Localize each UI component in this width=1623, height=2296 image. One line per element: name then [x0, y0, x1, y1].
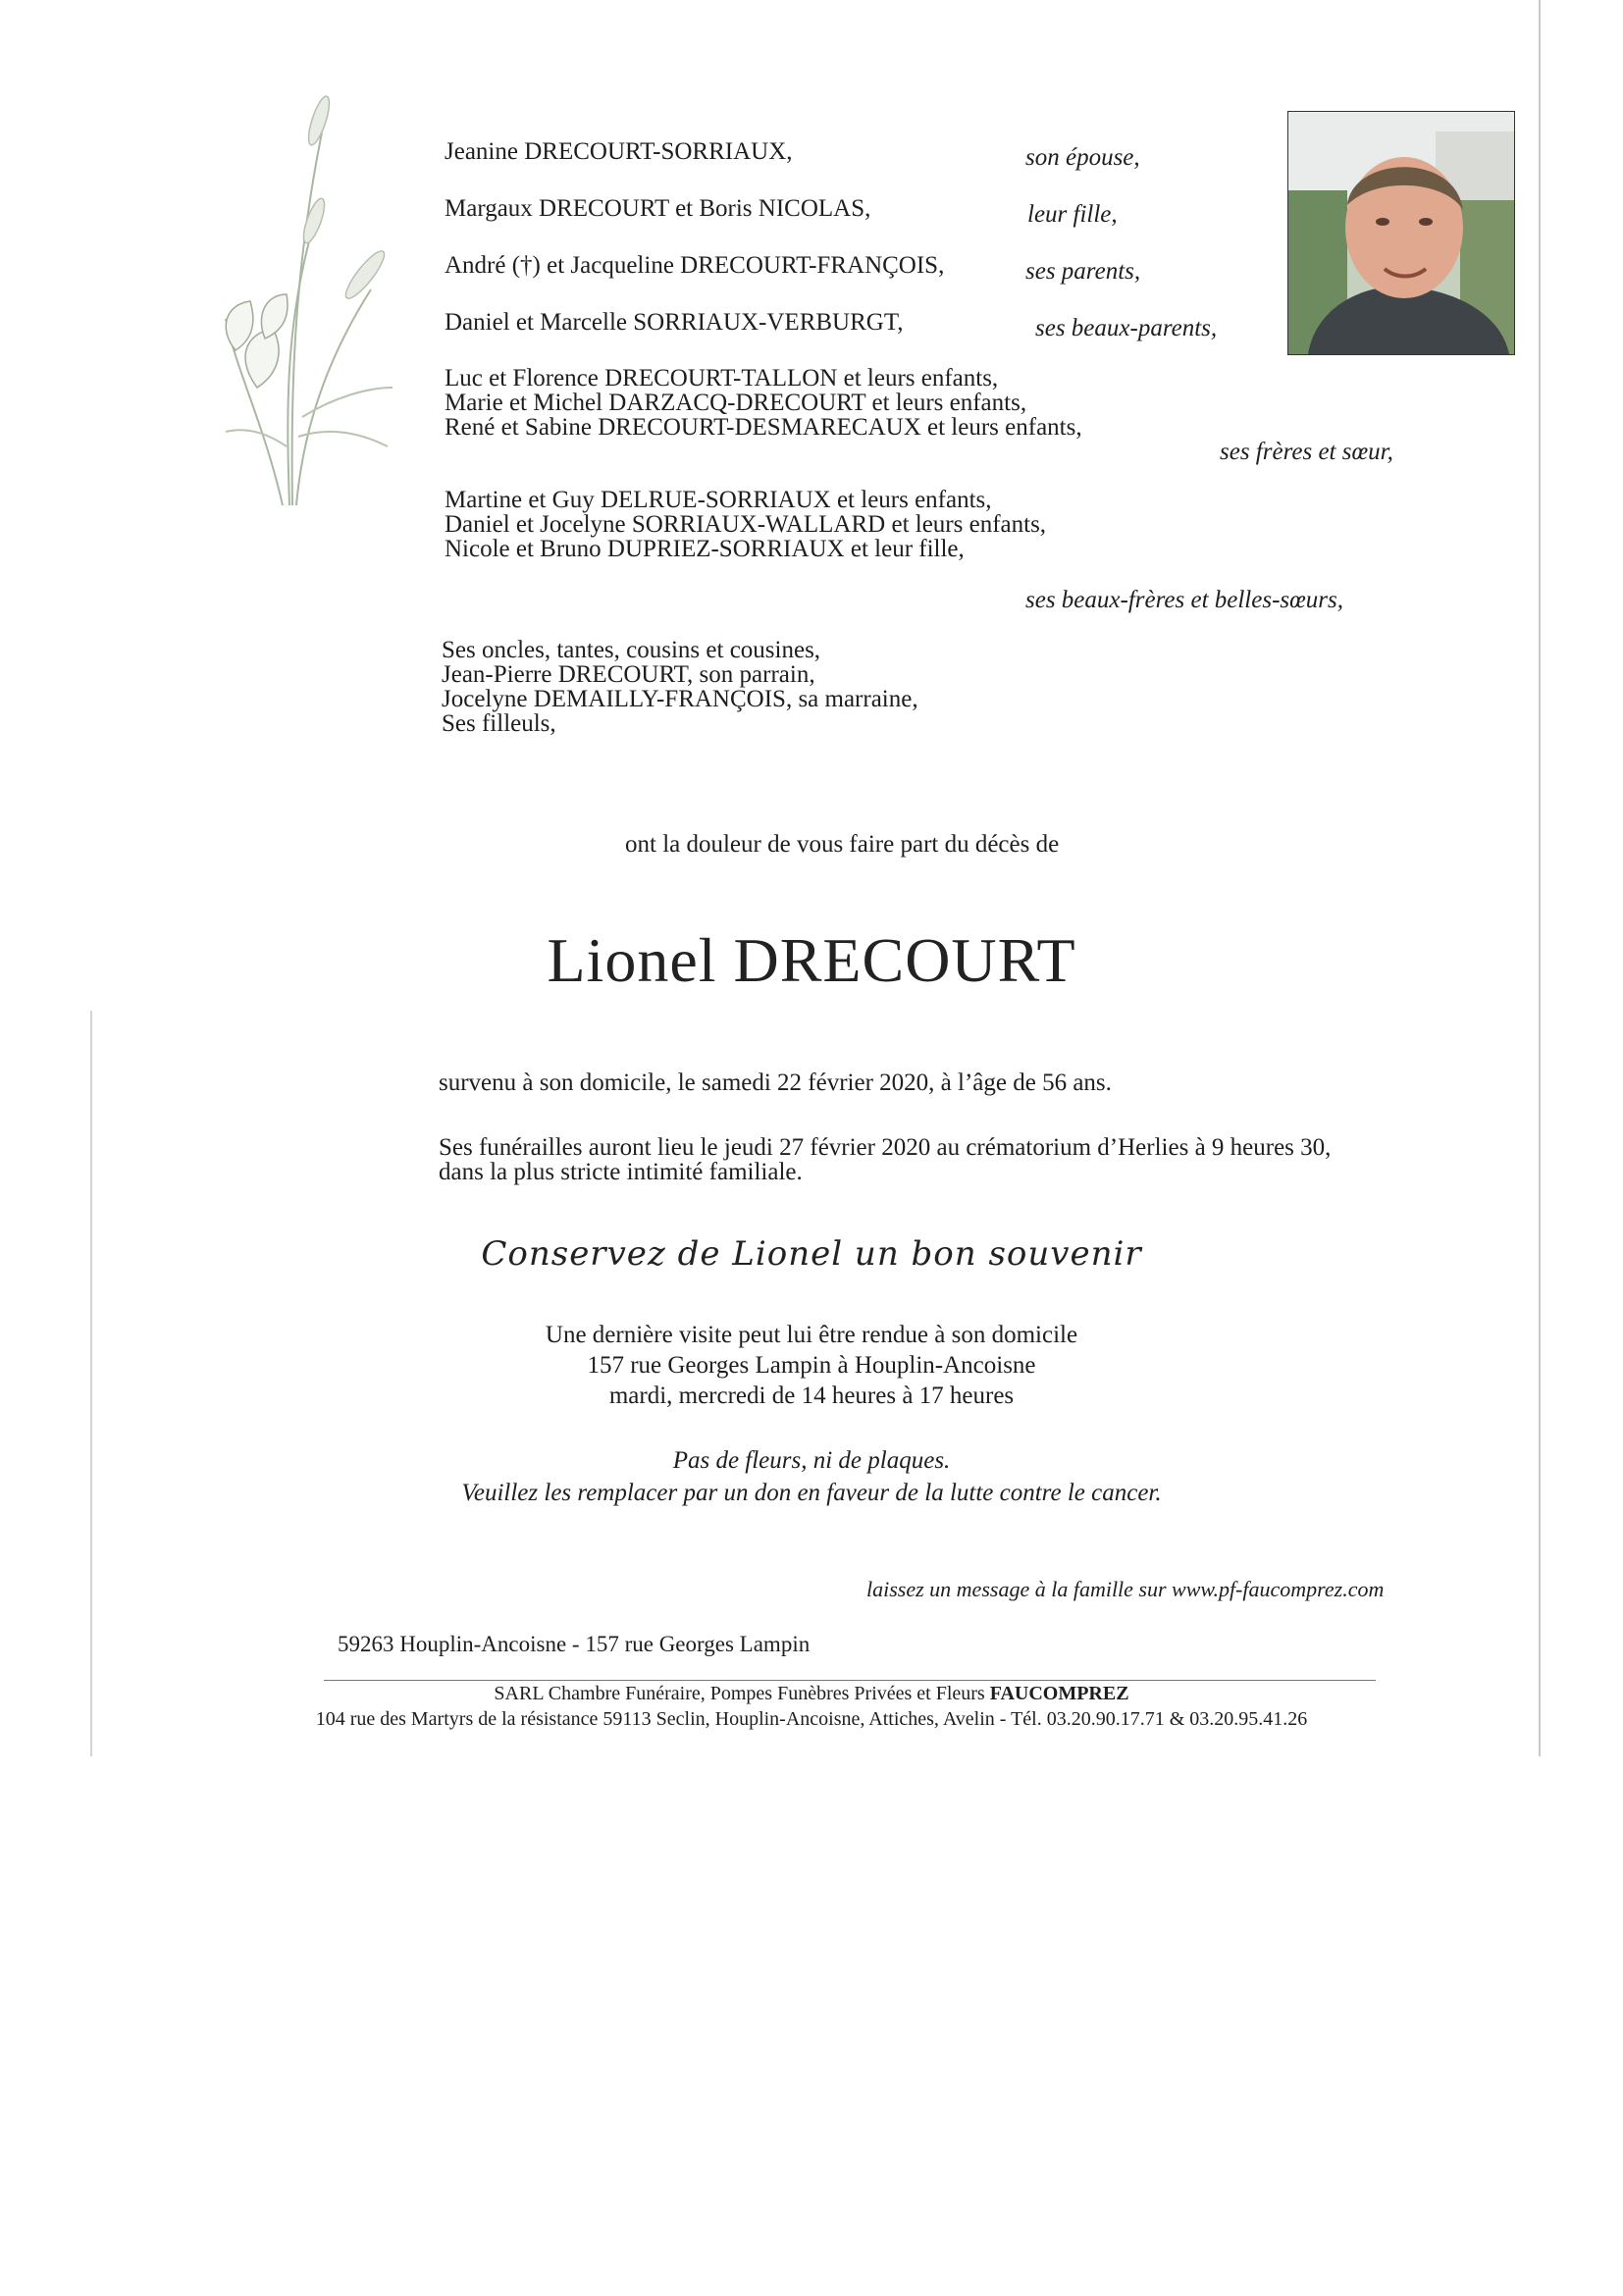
family-name-3: André (†) et Jacqueline DRECOURT-FRANÇOIS, [445, 252, 945, 279]
deceased-name: Lionel DRECOURT [547, 925, 1076, 995]
siblings-line: René et Sabine DRECOURT-DESMARECAUX et leurs enfants, [445, 414, 1082, 441]
in-laws-line: Daniel et Jocelyne SORRIAUX-WALLARD et leurs enfants, [445, 511, 1047, 538]
footer-company-prefix: SARL Chambre Funéraire, Pompes Funèbres Privées et Fleurs [494, 1683, 985, 1704]
wheat-lily-ornament-icon [196, 93, 402, 515]
family-name-1: Jeanine DRECOURT-SORRIAUX, [445, 138, 793, 165]
siblings-line: Marie et Michel DARZACQ-DRECOURT et leurs enfants, [445, 390, 1027, 416]
death-info: survenu à son domicile, le samedi 22 février 2020, à l’âge de 56 ans. [439, 1070, 1112, 1096]
others-line: Jocelyne DEMAILLY-FRANÇOIS, sa marraine, [442, 686, 918, 712]
address-line: 59263 Houplin-Ancoisne - 157 rue Georges Lampin [338, 1632, 811, 1656]
visit-line: Une dernière visite peut lui être rendue à son domicile [545, 1322, 1078, 1348]
flowers-note [0, 1444, 1623, 1509]
visit-line: mardi, mercredi de 14 heures à 17 heures [608, 1383, 1015, 1409]
visit-info [0, 1320, 1623, 1411]
in-laws-relation: ses beaux-frères et belles-sœurs, [1025, 587, 1344, 613]
others-line: Ses oncles, tantes, cousins et cousines, [442, 637, 821, 663]
flowers-line: Veuillez les remplacer par un don en faveur de la lutte contre le cancer. [461, 1480, 1162, 1506]
family-relation-1: son épouse, [1025, 144, 1140, 171]
funeral-line: Ses funérailles auront lieu le jeudi 27 février 2020 au crématorium d’Herlies à 9 heures 30, [439, 1134, 1332, 1161]
message-note: laissez un message à la famille sur www.pf-faucomprez.com [866, 1577, 1385, 1601]
footer-contact: 104 rue des Martyrs de la résistance 59113 Seclin, Houplin-Ancoisne, Attiches, Avelin - Tél. 03.20.90.17.71 & 03.20.95.41.26 [315, 1708, 1308, 1730]
others-line: Jean-Pierre DRECOURT, son parrain, [442, 661, 815, 688]
footer-company [0, 1682, 1623, 1705]
family-relation-3: ses parents, [1025, 258, 1141, 285]
in-laws-line: Martine et Guy DELRUE-SORRIAUX et leurs enfants, [445, 487, 992, 513]
siblings-block [445, 366, 1082, 440]
family-name-4: Daniel et Marcelle SORRIAUX-VERBURGT, [445, 309, 904, 336]
visit-line: 157 rue Georges Lampin à Houplin-Ancoisne [587, 1352, 1036, 1379]
others-block [442, 638, 918, 736]
family-name-2: Margaux DRECOURT et Boris NICOLAS, [445, 195, 871, 222]
memory-phrase: Conservez de Lionel un bon souvenir [481, 1234, 1142, 1274]
flowers-line: Pas de fleurs, ni de plaques. [672, 1447, 951, 1474]
portrait-photo [1287, 111, 1515, 355]
funeral-line: dans la plus stricte intimité familiale. [439, 1159, 803, 1185]
footer-company-name: FAUCOMPREZ [989, 1683, 1129, 1704]
in-laws-line: Nicole et Bruno DUPRIEZ-SORRIAUX et leur fille, [445, 536, 965, 562]
siblings-line: Luc et Florence DRECOURT-TALLON et leurs enfants, [445, 365, 999, 391]
in-laws-block [445, 488, 1046, 561]
funeral-info [439, 1135, 1331, 1184]
footer-divider [324, 1680, 1376, 1681]
family-relation-4: ses beaux-parents, [1035, 315, 1218, 341]
announcement-text: ont la douleur de vous faire part du décès de [625, 831, 1060, 858]
family-relation-2: leur fille, [1027, 201, 1118, 228]
siblings-relation: ses frères et sœur, [1220, 439, 1393, 465]
others-line: Ses filleuls, [442, 710, 556, 737]
